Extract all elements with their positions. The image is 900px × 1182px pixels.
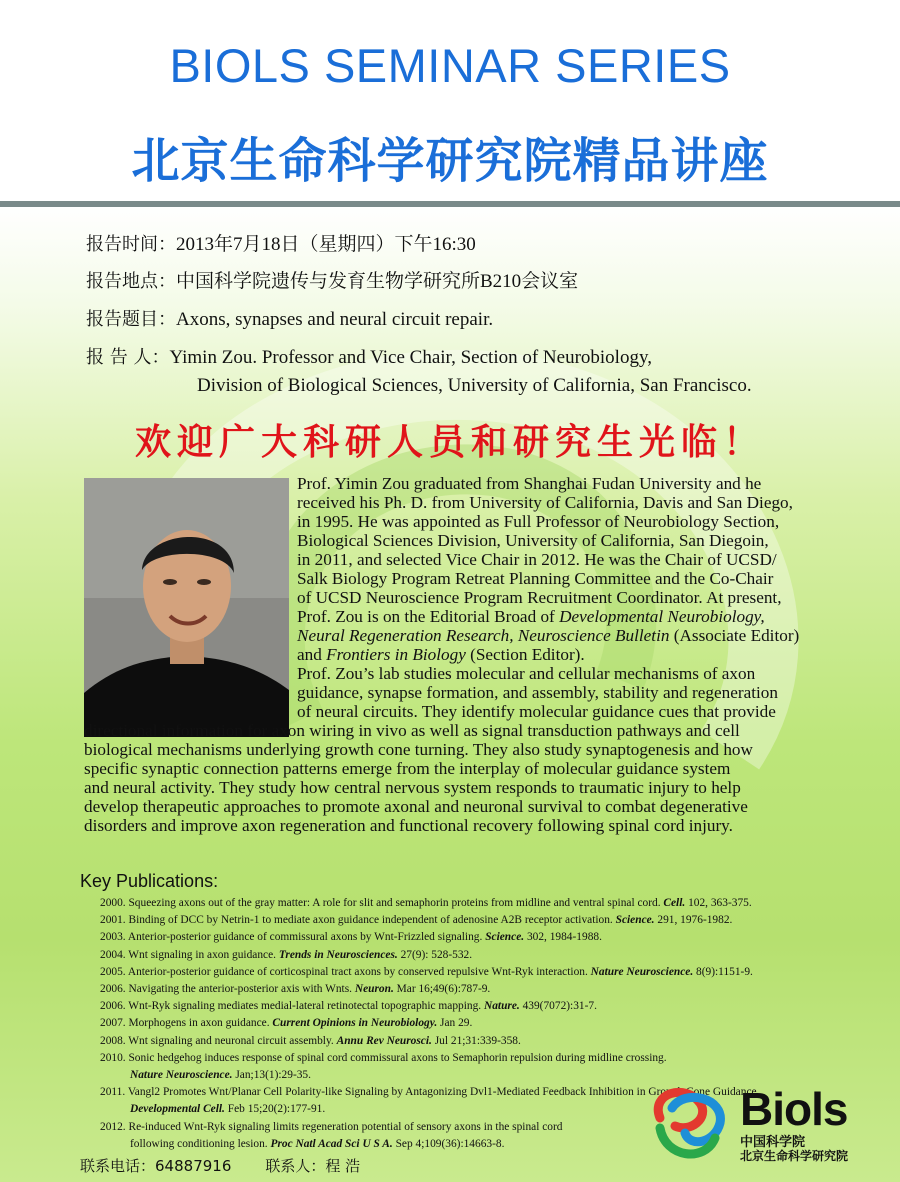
time-value: 2013年7月18日（星期四）下午16:30 (176, 234, 476, 255)
phone-number: 64887916 (155, 1157, 232, 1175)
publication-item (100, 1015, 900, 1032)
publication-text: 2000. Squeezing axons out of the gray matter: A role for slit and semaphorin proteins from midline and ventral spinal cord. (100, 897, 664, 909)
bio-line: directional information for axon wiring in vivo as well as signal transduction pathways and cell (84, 721, 740, 740)
speaker-portrait (84, 478, 289, 737)
bio-line: Salk Biology Program Retreat Planning Committee and the Co-Chair (297, 569, 774, 588)
publication-citation: 291, 1976-1982. (654, 914, 733, 927)
publications-heading: Key Publications: (80, 871, 219, 891)
publication-citation: Mar 16;49(6):787-9. (393, 983, 491, 996)
publication-citation: 102, 363-375. (685, 897, 752, 909)
bio-line: develop therapeutic approaches to promote axonal and neuronal survival to combat degenerative (84, 797, 748, 816)
bio-line: Biological Sciences Division, University of California, San Diegoin, (297, 531, 769, 550)
bio-line: Prof. Zou’s lab studies molecular and cellular mechanisms of axon (297, 664, 756, 683)
publication-citation: 302, 1984-1988. (524, 931, 602, 944)
biols-logo-text: Biols (740, 1083, 848, 1135)
bio-line (297, 645, 585, 664)
publication-journal: Science. (615, 914, 655, 927)
publication-text: 2001. Binding of DCC by Netrin-1 to mediate axon guidance independent of adenosine A2B receptor activation. (100, 914, 616, 927)
bio-line: disorders and improve axon regeneration and functional recovery following spinal cord injury. (84, 816, 733, 835)
time-label: 报告时间： (86, 234, 176, 255)
bio-line: biological mechanisms underlying growth cone turning. They also study synaptogenesis and how (84, 740, 753, 759)
bio-line: specific synaptic connection patterns emerge from the interplay of molecular guidance system (84, 759, 731, 778)
publication-text: 2011. Vangl2 Promotes Wnt/Planar Cell Polarity-like Signaling by Antagonizing Dvl1-Mediated Feedback Inhibition in Growth Cone Guidance. (100, 1086, 760, 1099)
publication-journal: Trends in Neurosciences. (278, 948, 398, 961)
speaker-line-1: Yimin Zou. Professor and Vice Chair, Section of Neurobiology, (169, 347, 652, 368)
publication-journal: Current Opinions in Neurobiology. (272, 1017, 438, 1030)
publication-journal: Developmental Cell. (130, 1103, 225, 1116)
publication-citation: 27(9): 528-532. (397, 948, 473, 961)
publication-item (100, 929, 900, 946)
publication-item (100, 1033, 900, 1050)
publication-text: 2010. Sonic hedgehog induces response of spinal cord commissural axons to Semaphorin repulsion during midline crossing. (100, 1051, 667, 1064)
bio-line (297, 626, 799, 645)
publication-item (100, 998, 900, 1015)
publication-item (100, 1050, 900, 1067)
welcome-banner: 欢迎广大科研人员和研究生光临！ (134, 421, 765, 463)
publication-citation: Sep 4;109(36):14663-8. (392, 1137, 505, 1150)
place-row (86, 266, 578, 293)
publication-citation: 439(7072):31-7. (519, 1000, 597, 1013)
speaker-label: 报 告 人： (86, 347, 170, 368)
bio-text: (Associate Editor) (669, 626, 800, 645)
speaker-row (86, 343, 652, 369)
publication-text: 2006. Navigating the anterior-posterior axis with Wnts. (100, 983, 355, 996)
bio-line: of UCSD Neuroscience Program Recruitment Coordinator. At present, (297, 588, 782, 607)
journal-title: Frontiers in Biology (326, 645, 466, 664)
bio-line: in 1995. He was appointed as Full Professor of Neurobiology Section, (297, 512, 780, 531)
publication-citation: Jul 21;31:339-358. (431, 1034, 521, 1047)
topic-row (86, 305, 493, 331)
contact-footer (80, 1155, 360, 1176)
publication-citation: Jan;13(1):29-35. (232, 1069, 311, 1082)
bio-line: Prof. Yimin Zou graduated from Shanghai Fudan University and he (297, 474, 762, 493)
publication-text: following conditioning lesion. (130, 1137, 271, 1150)
publication-item (100, 947, 900, 964)
time-row (86, 229, 476, 256)
bio-line: and neural activity. They study how central nervous system responds to traumatic injury to help (84, 778, 741, 797)
publication-journal: Nature Neuroscience. (590, 965, 694, 978)
publication-item (100, 912, 900, 929)
publication-journal: Nature. (483, 1000, 520, 1013)
contact-person: 程 浩 (325, 1157, 361, 1175)
bio-text: Prof. Zou is on the Editorial Broad of (297, 607, 560, 626)
publication-journal: Proc Natl Acad Sci U S A. (270, 1137, 393, 1150)
bio-text: (Section Editor). (465, 645, 585, 664)
topic-label: 报告题目： (86, 309, 176, 330)
bio-line: of neural circuits. They identify molecular guidance cues that provide (297, 702, 776, 721)
publication-citation: Jan 29. (437, 1017, 473, 1030)
speaker-line-2: Division of Biological Sciences, University of California, San Francisco. (197, 375, 752, 396)
title-english: BIOLS SEMINAR SERIES (169, 39, 731, 92)
logo-institute-name: 北京生命科学研究院 (740, 1149, 849, 1163)
bio-line: received his Ph. D. from University of California, Davis and San Diego, (297, 493, 793, 512)
publication-journal: Nature Neuroscience. (130, 1069, 233, 1082)
header (0, 0, 900, 200)
publication-text: 2004. Wnt signaling in axon guidance. (100, 948, 279, 961)
logo-cas-name: 中国科学院 (740, 1135, 806, 1150)
publication-journal: Science. (485, 931, 525, 944)
place-label: 报告地点： (86, 271, 176, 292)
publication-text: 2008. Wnt signaling and neuronal circuit assembly. (100, 1034, 337, 1047)
publication-text: 2006. Wnt-Ryk signaling mediates medial-lateral retinotectal topographic mapping. (100, 1000, 484, 1013)
journal-title: Neural Regeneration Research, Neuroscience Bulletin (297, 626, 670, 645)
publication-text: 2007. Morphogens in axon guidance. (100, 1017, 273, 1030)
publication-item (100, 981, 900, 998)
phone-label: 联系电话： (80, 1157, 156, 1175)
publication-text: 2012. Re-induced Wnt-Ryk signaling limits regeneration potential of sensory axons in the spinal cord (100, 1120, 563, 1133)
publication-text: 2005. Anterior-posterior guidance of corticospinal tract axons by conserved repulsive Wnt-Ryk interaction. (100, 965, 591, 978)
title-chinese: 北京生命科学研究院精品讲座 (131, 133, 769, 189)
publication-citation: 8(9):1151-9. (693, 965, 753, 978)
publication-journal: Annu Rev Neurosci. (336, 1034, 432, 1047)
publication-journal: Cell. (663, 897, 686, 909)
publication-item (100, 895, 900, 912)
topic-value: Axons, synapses and neural circuit repair. (176, 309, 494, 330)
place-value: 中国科学院遗传与发育生物学研究所B210会议室 (176, 271, 579, 292)
publication-citation: Feb 15;20(2):177-91. (224, 1103, 326, 1116)
bio-line: in 2011, and selected Vice Chair in 2012. He was the Chair of UCSD/ (297, 550, 777, 569)
publication-text: 2003. Anterior-posterior guidance of commissural axons by Wnt-Frizzled signaling. (100, 931, 486, 944)
contact-label: 联系人： (265, 1157, 326, 1175)
publication-item (100, 964, 900, 981)
bio-line: guidance, synapse formation, and assembly, stability and regeneration (297, 683, 778, 702)
publication-journal: Neuron. (354, 983, 394, 996)
journal-title: Developmental Neurobiology, (559, 607, 765, 626)
bio-text: and (297, 645, 327, 664)
speaker-photo (84, 478, 289, 737)
bio-line (297, 607, 765, 626)
